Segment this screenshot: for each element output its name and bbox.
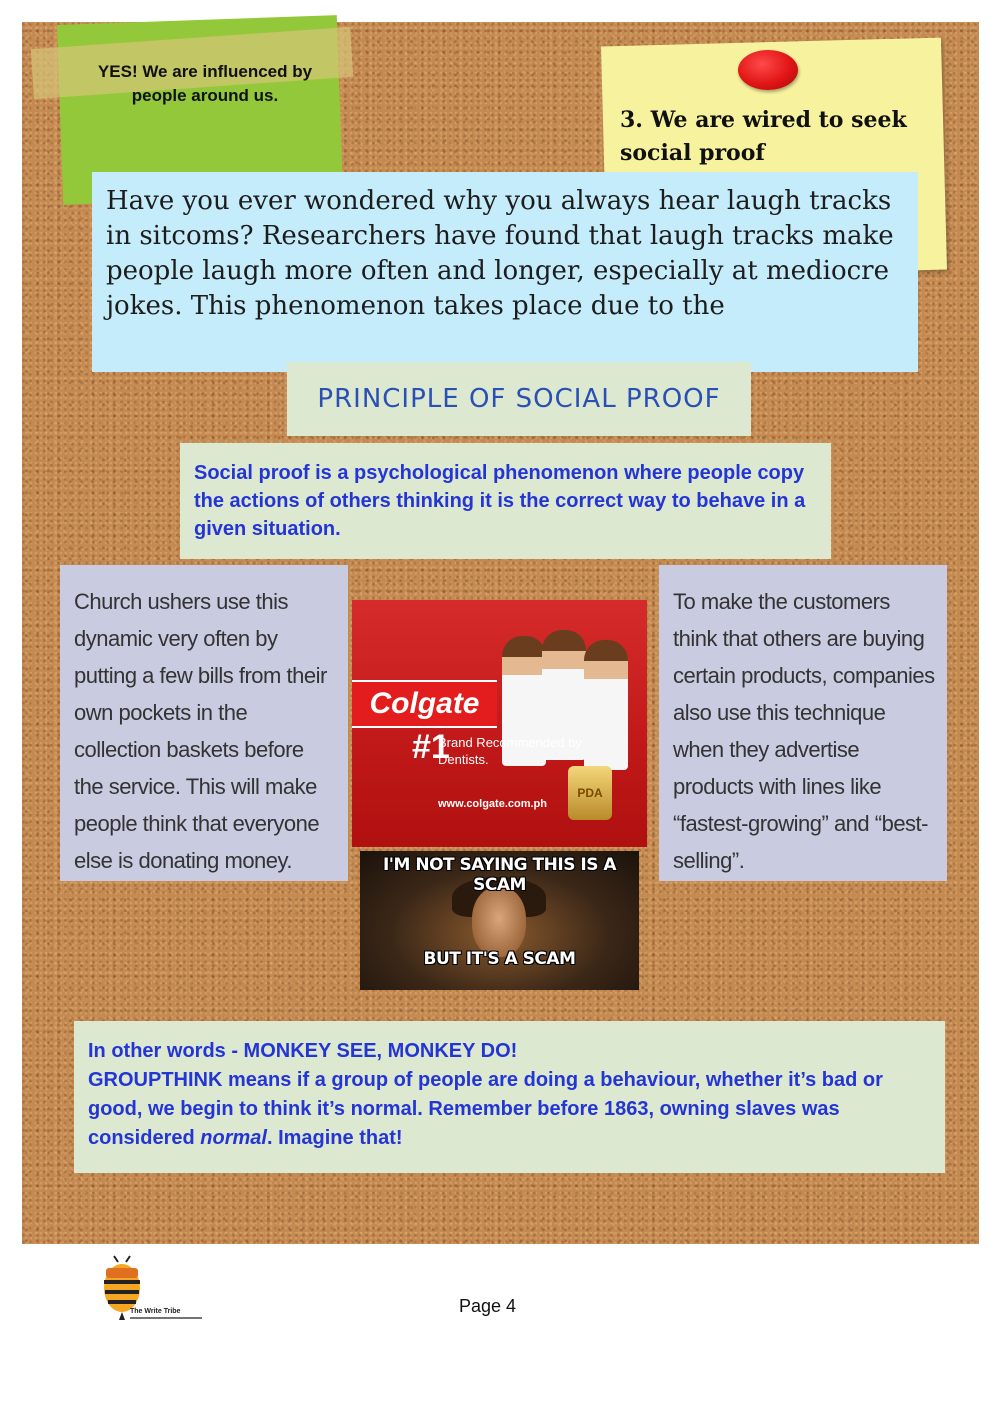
write-tribe-logo bbox=[100, 1252, 210, 1326]
summary-line-2 bbox=[88, 1066, 931, 1153]
scam-meme-image bbox=[360, 851, 639, 990]
summary-emphasis: normal bbox=[200, 1127, 267, 1149]
ad-url: www.colgate.com.ph bbox=[438, 798, 547, 810]
yellow-note-text: 3. We are wired to seek social proof bbox=[620, 107, 907, 166]
push-pin-icon bbox=[738, 50, 798, 90]
colgate-ad-image bbox=[352, 600, 647, 847]
advertising-example-card: To make the customers think that others are buying certain products, companies also use this technique when they advertise products with lines like “fastest-growing” and “best-selling”. bbox=[659, 565, 947, 881]
summary-box bbox=[74, 1021, 945, 1173]
ad-tagline: Brand Recommended by Dentists. bbox=[438, 735, 582, 767]
ad-rank: #1 bbox=[412, 728, 450, 766]
summary-line-1: In other words - MONKEY SEE, MONKEY DO! bbox=[88, 1040, 518, 1062]
pda-seal-icon: PDA bbox=[568, 766, 612, 820]
page-number: Page 4 bbox=[459, 1296, 517, 1316]
principle-heading: PRINCIPLE OF SOCIAL PROOF bbox=[287, 362, 751, 436]
green-note-text: YES! We are influenced by people around us. bbox=[97, 62, 313, 105]
summary-text-end: . Imagine that! bbox=[266, 1127, 403, 1149]
logo-text: The Write Tribe bbox=[130, 1308, 181, 1315]
definition-text: Social proof is a psychological phenomenon where people copy the actions of others thinking it is the correct way to behave in a given situation. bbox=[180, 443, 831, 559]
colgate-logo: Colgate bbox=[352, 680, 497, 728]
meme-top-text: I'M NOT SAYING THIS IS A SCAM bbox=[382, 855, 617, 895]
church-example-card: Church ushers use this dynamic very often by putting a few bills from their own pockets in the collection baskets before the service. This will make people think that everyone else is donating money. bbox=[60, 565, 348, 881]
intro-text: Have you ever wondered why you always hear laugh tracks in sitcoms? Researchers have found that laugh tracks make people laugh more often and longer, especially at mediocre jokes. This phenomenon takes place due to the bbox=[92, 172, 918, 372]
face-shape bbox=[472, 887, 526, 957]
meme-bottom-text: BUT IT'S A SCAM bbox=[423, 949, 576, 969]
summary-text: GROUPTHINK means if a group of people are doing a behaviour, whether it’s bad or good, we begin to think it’s normal. Remember before 1863, owning slaves was considered bbox=[88, 1069, 883, 1149]
